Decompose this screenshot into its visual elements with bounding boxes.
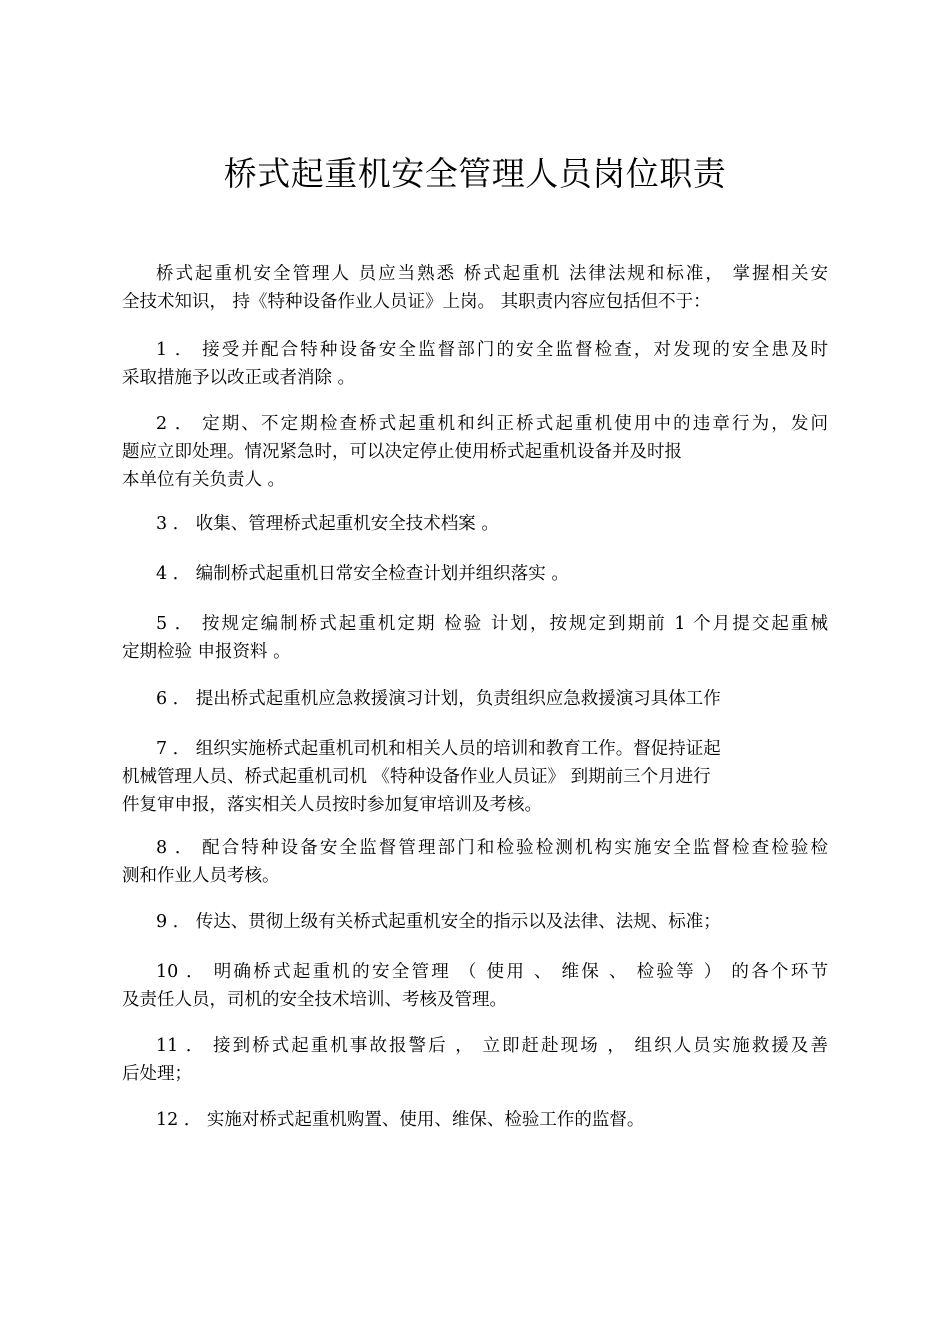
page-title: 桥式起重机安全管理人员岗位职责 bbox=[223, 154, 727, 193]
list-item-2 bbox=[122, 410, 828, 494]
text-line: 11 ． 接到桥式起重机事故报警后 ， 立即赶赴现场 ， 组织人员实施救援及善 bbox=[156, 1036, 828, 1056]
text-line: 7 ． 组织实施桥式起重机司机和相关人员的培训和教育工作。督促持证起 bbox=[156, 739, 721, 759]
text-line: 题应立即处理。情况紧急时，可以决定停止使用桥式起重机设备并及时报 bbox=[122, 442, 682, 462]
list-item-9 bbox=[122, 908, 828, 936]
text-line: 机械管理人员、桥式起重机司机 《特种设备作业人员证》 到期前三个月进行 bbox=[122, 767, 711, 787]
text-line: 10 ． 明确桥式起重机的安全管理 （ 使用 、 维保 、 检验等 ） 的各个环节 bbox=[156, 962, 828, 982]
text-line: 后处理； bbox=[122, 1064, 192, 1084]
text-line: 12 ． 实施对桥式起重机购置、使用、维保、检验工作的监督。 bbox=[156, 1110, 645, 1130]
text-line: 4 ． 编制桥式起重机日常安全检查计划并组织落实 。 bbox=[156, 564, 569, 584]
list-item-10 bbox=[122, 958, 828, 1014]
text-line: 5 ． 按规定编制桥式起重机定期 检验 计划，按规定到期前 1 个月提交起重械 bbox=[156, 614, 828, 634]
text-line: 件复审申报，落实相关人员按时参加复审培训及考核。 bbox=[122, 795, 542, 815]
text-line: 8 ． 配合特种设备安全监督管理部门和检验检测机构实施安全监督检查检验检 bbox=[156, 838, 828, 858]
intro-paragraph bbox=[122, 260, 828, 316]
text-line: 2 ． 定期、不定期检查桥式起重机和纠正桥式起重机使用中的违章行为，发问 bbox=[156, 414, 828, 434]
list-item-8 bbox=[122, 834, 828, 890]
list-item-6 bbox=[122, 685, 828, 713]
text-line: 全技术知识， 持《特种设备作业人员证》上岗。 其职责内容应包括但不于： bbox=[122, 292, 711, 312]
text-line: 1 ． 接受并配合特种设备安全监督部门的安全监督检查，对发现的安全患及时 bbox=[156, 340, 828, 360]
text-line: 测和作业人员考核。 bbox=[122, 866, 280, 886]
list-item-3 bbox=[122, 510, 828, 538]
text-line: 定期检验 申报资料 。 bbox=[122, 642, 291, 662]
list-item-12 bbox=[122, 1106, 828, 1134]
text-line: 及责任人员，司机的安全技术培训、考核及管理。 bbox=[122, 990, 507, 1010]
text-line: 6 ． 提出桥式起重机应急救援演习计划，负责组织应急救援演习具体工作 bbox=[156, 689, 721, 709]
list-item-7 bbox=[122, 735, 828, 819]
list-item-1 bbox=[122, 336, 828, 392]
text-line: 3 ． 收集、管理桥式起重机安全技术档案 。 bbox=[156, 514, 499, 534]
list-item-11 bbox=[122, 1032, 828, 1088]
list-item-5 bbox=[122, 610, 828, 666]
text-line: 9 ． 传达、贯彻上级有关桥式起重机安全的指示以及法律、法规、标准； bbox=[156, 912, 721, 932]
text-line: 采取措施予以改正或者消除 。 bbox=[122, 368, 356, 388]
list-item-4 bbox=[122, 560, 828, 588]
text-line: 桥式起重机安全管理人 员应当熟悉 桥式起重机 法律法规和标准， 掌握相关安 bbox=[156, 264, 828, 284]
text-line: 本单位有关负责人 。 bbox=[122, 470, 286, 490]
